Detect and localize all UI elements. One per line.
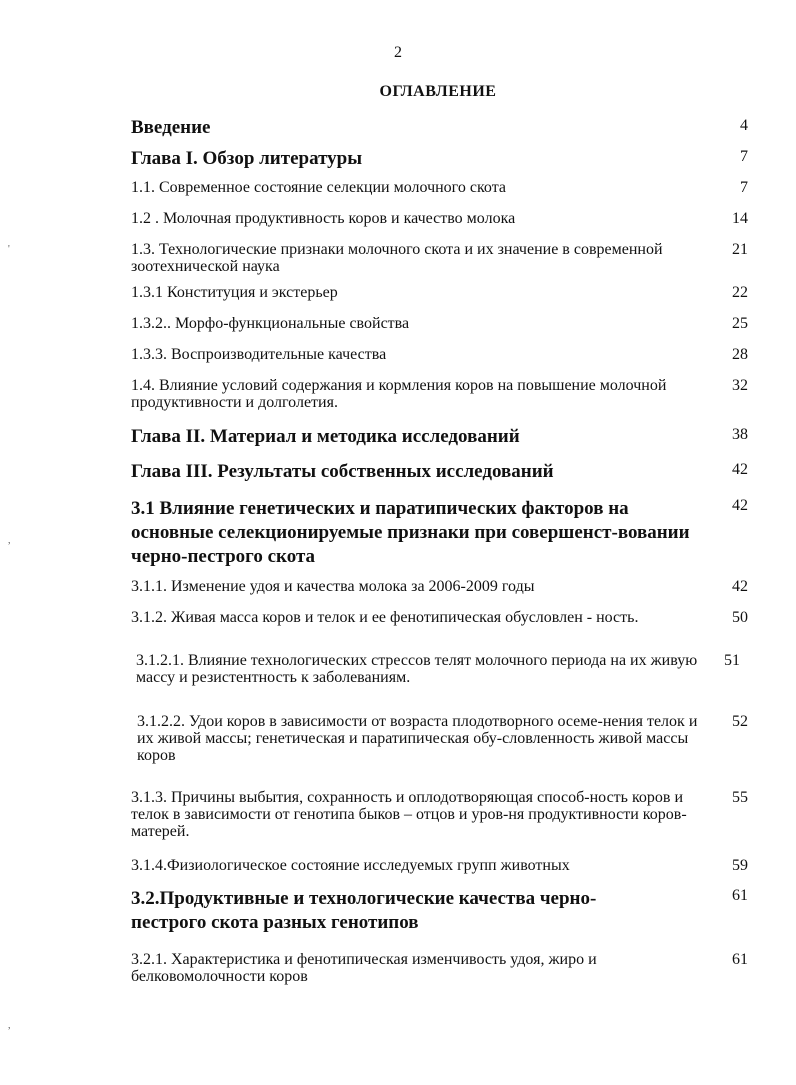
toc-entry-text: 1.3.3. Воспроизводительные качества	[131, 346, 387, 363]
page-number: 2	[394, 44, 402, 61]
toc-entry-introduction	[131, 117, 711, 138]
toc-entry-page: 38	[732, 426, 748, 443]
toc-entry-text: Глава II. Материал и методика исследований	[131, 426, 520, 447]
toc-entry-1-3-1	[131, 284, 711, 301]
toc-entry-3-2-1	[131, 951, 691, 985]
toc-entry-3-2	[131, 887, 671, 935]
toc-entry-text: Глава III. Результаты собственных исследований	[131, 461, 554, 482]
toc-entry-1-3-2	[131, 315, 711, 332]
toc-entry-page: 32	[732, 377, 748, 394]
toc-entry-3-1-2	[131, 609, 706, 626]
toc-entry-page: 42	[732, 461, 748, 478]
toc-entry-text: 1.3.2.. Морфо-функциональные свойства	[131, 315, 410, 332]
toc-entry-page: 22	[732, 284, 748, 301]
toc-entry-text: Глава I. Обзор литературы	[131, 148, 363, 169]
toc-entry-text: 3.1.1. Изменение удоя и качества молока за 2006-2009 годы	[131, 578, 535, 595]
toc-entry-page: 28	[732, 346, 748, 363]
toc-entry-1-1	[131, 179, 711, 196]
toc-entry-chapter-2	[131, 426, 711, 447]
scan-mark: '	[8, 244, 10, 255]
toc-entry-page: 55	[732, 789, 748, 806]
toc-entry-1-3	[131, 241, 671, 275]
toc-entry-1-3-3	[131, 346, 711, 363]
toc-entry-chapter-3	[131, 461, 711, 482]
toc-entry-text: 1.2 . Молочная продуктивность коров и качество молока	[131, 210, 516, 227]
toc-entry-page: 42	[732, 497, 748, 514]
toc-entry-page: 25	[732, 315, 748, 332]
toc-entry-page: 7	[740, 179, 748, 196]
toc-entry-text: 1.4. Влияние условий содержания и кормления коров на повышение молочной продуктивности и долголетия.	[131, 377, 667, 411]
toc-entry-text: 3.1.3. Причины выбытия, сохранность и оплодотворяющая способ-ность коров и телок в зависимости от генотипа быков – отцов и уров-ня продуктивности коров-матерей.	[131, 789, 687, 840]
toc-title: ОГЛАВЛЕНИЕ	[379, 83, 497, 100]
toc-entry-page: 61	[732, 951, 748, 968]
toc-entry-1-2	[131, 210, 711, 227]
toc-entry-page: 4	[740, 117, 748, 134]
toc-entry-page: 21	[732, 241, 748, 258]
toc-entry-text: 3.1.2.1. Влияние технологических стрессов телят молочного периода на их живую массу и резистентность к заболеваниям.	[136, 652, 698, 686]
toc-entry-3-1-2-2	[137, 713, 707, 764]
toc-entry-text: 3.1 Влияние генетических и паратипических факторов на основные селекционируемые признаки при совершенст-вовании черно-пестрого скота	[131, 498, 690, 567]
toc-entry-text: 1.1. Современное состояние селекции молочного скота	[131, 179, 506, 196]
toc-entry-page: 42	[732, 578, 748, 595]
toc-entry-text: 1.3.1 Конституция и экстерьер	[131, 284, 338, 301]
toc-entry-3-1-4	[131, 857, 711, 874]
scan-mark: ,	[8, 535, 11, 546]
toc-entry-text: 3.1.2. Живая масса коров и телок и ее фенотипическая обусловлен - ность.	[131, 609, 639, 626]
toc-entry-page: 50	[732, 609, 748, 626]
toc-entry-page: 51	[724, 652, 740, 669]
toc-entry-page: 61	[732, 887, 748, 904]
toc-entry-3-1-1	[131, 578, 711, 595]
scan-mark: ,	[8, 1020, 11, 1031]
toc-entry-3-1	[131, 497, 701, 569]
toc-entry-3-1-3	[131, 789, 701, 840]
toc-entry-page: 14	[732, 210, 748, 227]
toc-entry-page: 59	[732, 857, 748, 874]
toc-entry-chapter-1	[131, 148, 711, 169]
toc-entry-1-4	[131, 377, 691, 411]
toc-entry-text: 3.1.4.Физиологическое состояние исследуемых групп животных	[131, 857, 570, 874]
toc-entry-text: Введение	[131, 117, 211, 138]
toc-entry-text: 3.1.2.2. Удои коров в зависимости от возраста плодотворного осеме-нения телок и их живой массы; генетическая и паратипическая обу-словленность живой массы коров	[137, 713, 698, 764]
toc-entry-text: 3.2.Продуктивные и технологические качества черно-пестрого скота разных генотипов	[131, 888, 597, 933]
toc-entry-page: 7	[740, 148, 748, 165]
toc-entry-text: 3.2.1. Характеристика и фенотипическая изменчивость удоя, жиро и белковомолочности коров	[131, 951, 597, 985]
toc-entry-page: 52	[732, 713, 748, 730]
toc-entry-3-1-2-1	[136, 652, 711, 686]
toc-entry-text: 1.3. Технологические признаки молочного скота и их значение в современной зоотехнической наука	[131, 241, 663, 275]
